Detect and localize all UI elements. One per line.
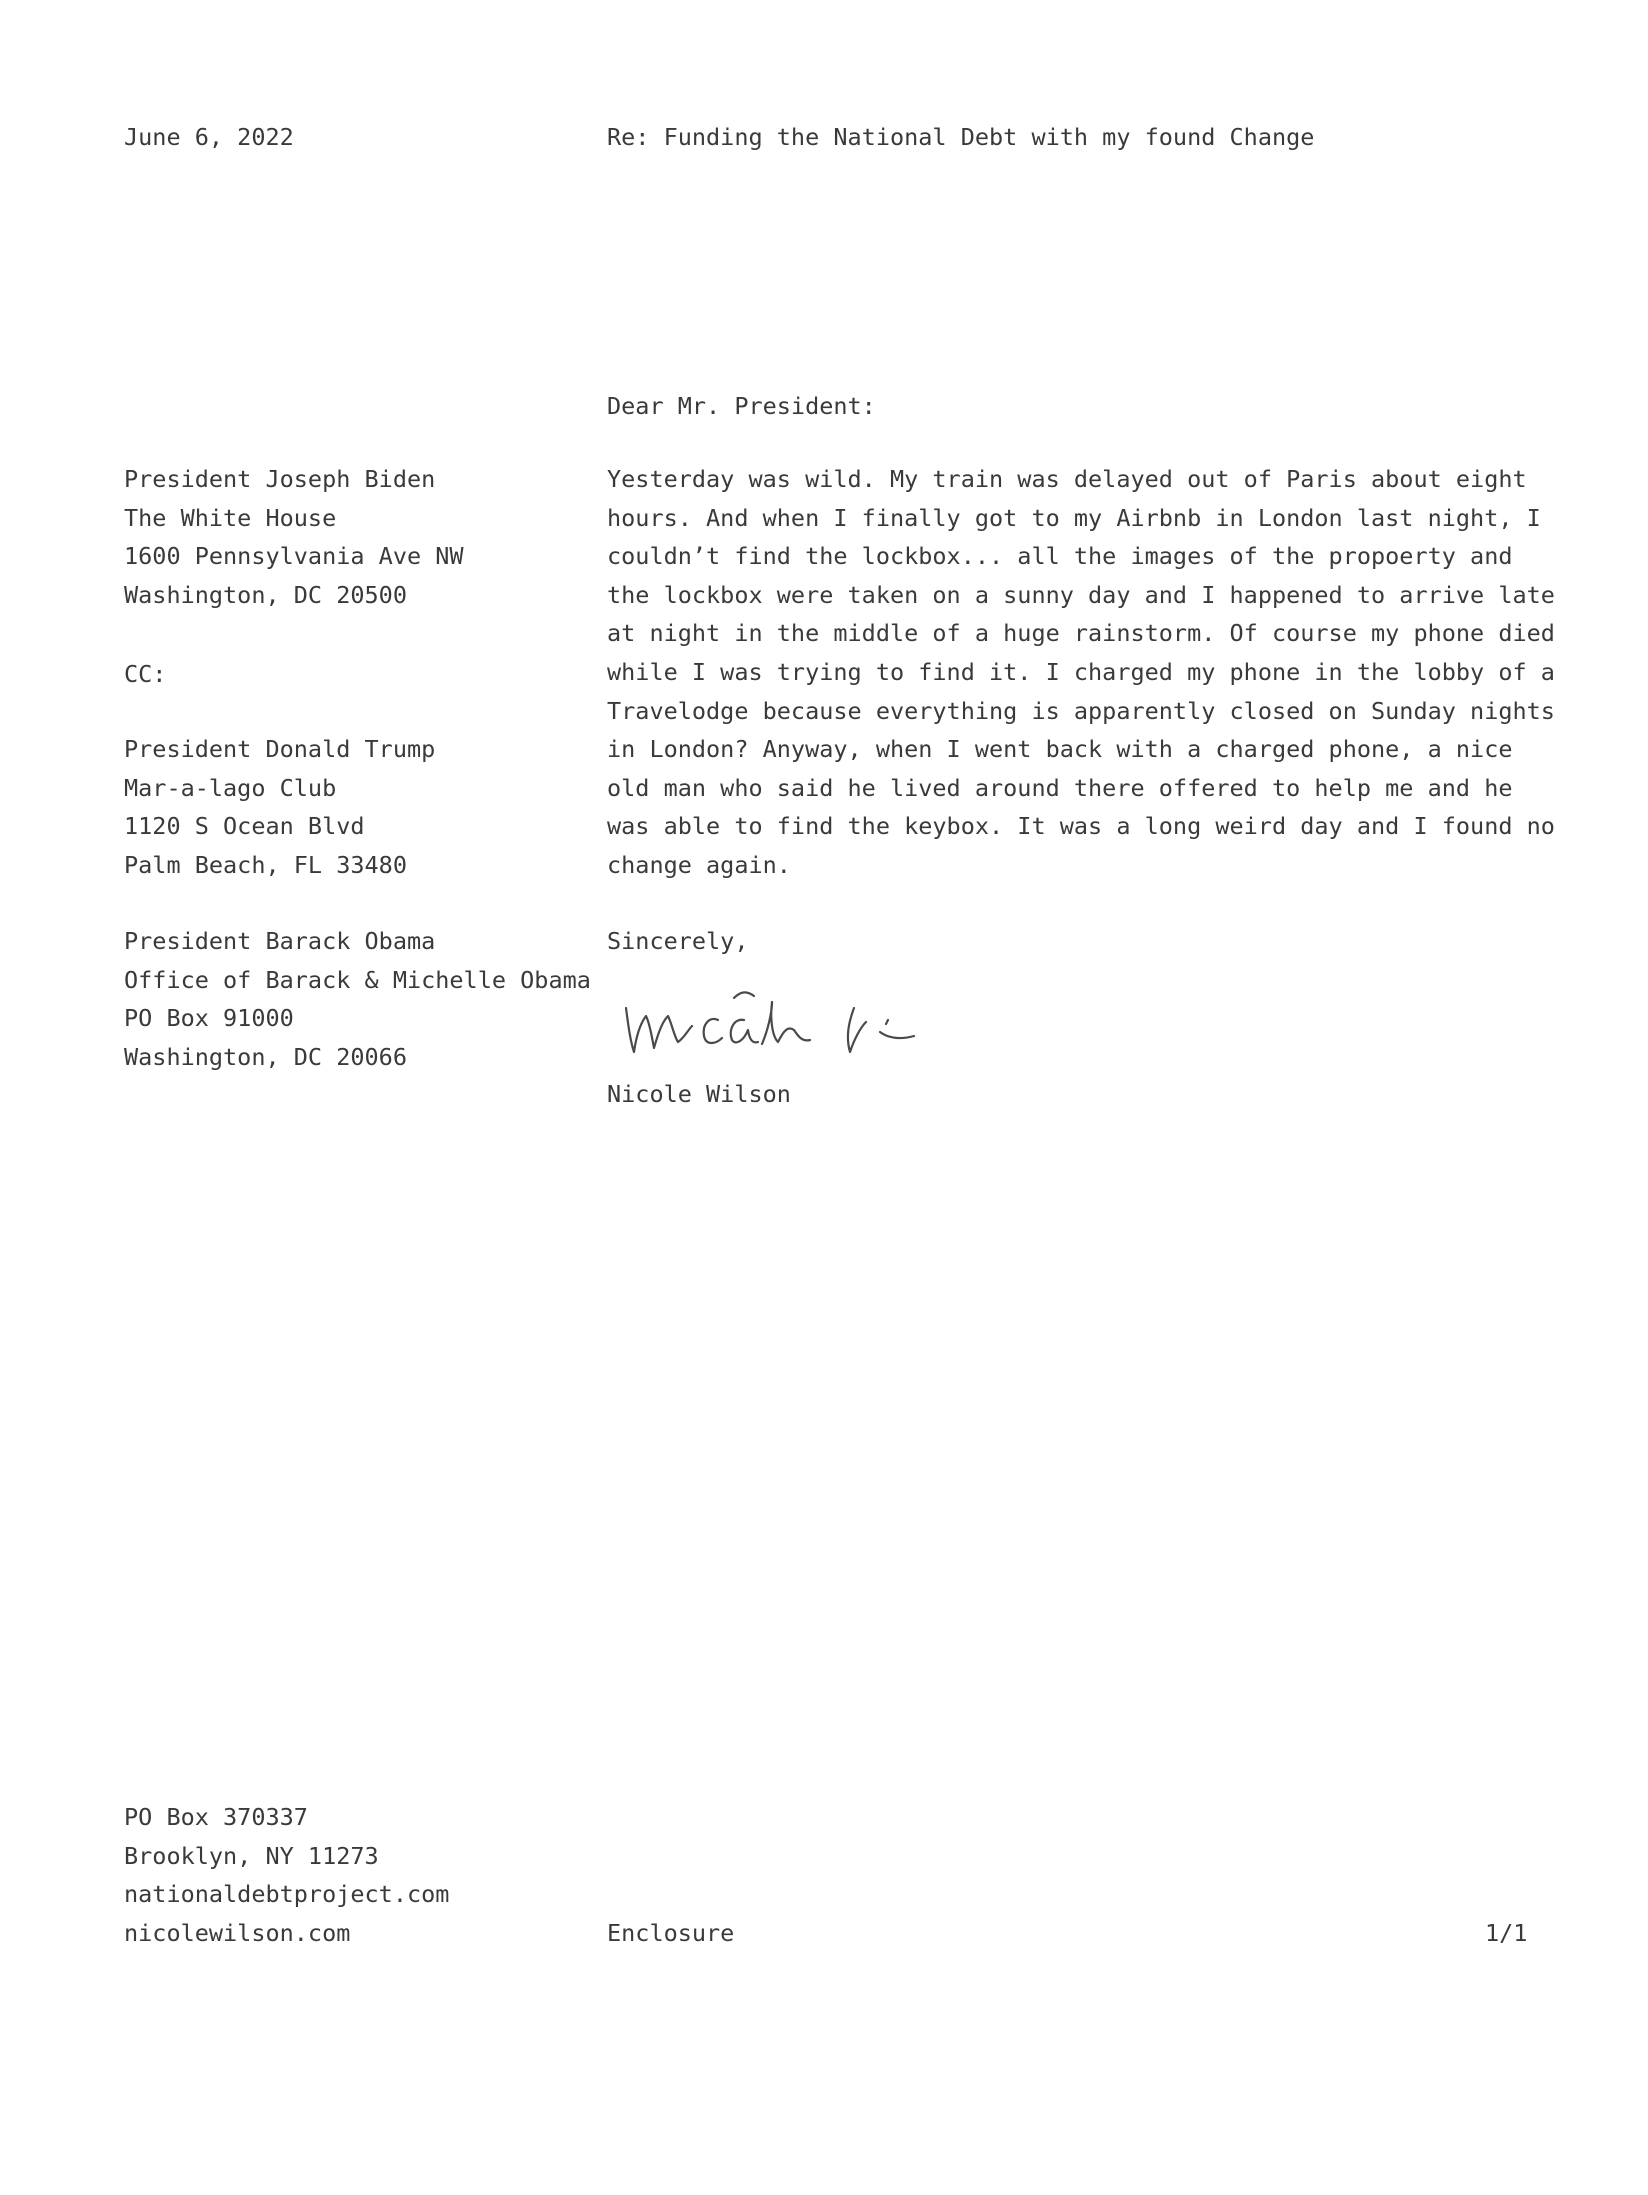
signer-name: Nicole Wilson — [607, 1080, 791, 1108]
recipient-name: President Joseph Biden — [124, 465, 436, 493]
body-line: change again. — [607, 850, 791, 879]
body-line: the lockbox were taken on a sunny day and I happened to arrive late — [607, 580, 1555, 609]
body-line: Travelodge because everything is apparently closed on Sunday nights — [607, 696, 1555, 725]
cc-address — [124, 922, 591, 1076]
cc-name: President Donald Trump — [124, 735, 436, 763]
recipient-address — [124, 460, 464, 614]
body-line: while I was trying to find it. I charged my phone in the lobby of a — [607, 657, 1555, 686]
sender-website: nicolewilson.com — [124, 1918, 351, 1947]
sender-address-line: Brooklyn, NY 11273 — [124, 1841, 379, 1870]
cc-address-line: Office of Barack & Michelle Obama — [124, 965, 591, 994]
sender-website: nationaldebtproject.com — [124, 1880, 450, 1909]
signature-image — [622, 968, 952, 1060]
recipient-address-line: Washington, DC 20500 — [124, 580, 407, 609]
letter-date: June 6, 2022 — [124, 123, 294, 151]
letter-body — [607, 460, 1555, 885]
cc-name: President Barack Obama — [124, 927, 436, 955]
body-line: Yesterday was wild. My train was delayed out of Paris about eight — [607, 465, 1527, 493]
body-line: hours. And when I finally got to my Airbnb in London last night, I — [607, 503, 1541, 532]
cc-address-line: Mar-a-lago Club — [124, 773, 337, 802]
closing: Sincerely, — [607, 927, 749, 955]
body-line: at night in the middle of a huge rainstorm. Of course my phone died — [607, 619, 1555, 648]
subject-line: Re: Funding the National Debt with my found Change — [607, 123, 1315, 151]
cc-address — [124, 730, 435, 884]
recipient-address-line: 1600 Pennsylvania Ave NW — [124, 542, 464, 571]
page-number: 1/1 — [1485, 1919, 1528, 1947]
cc-address-line: Washington, DC 20066 — [124, 1042, 407, 1071]
body-line: in London? Anyway, when I went back with a charged phone, a nice — [607, 735, 1513, 764]
sender-address-line: PO Box 370337 — [124, 1803, 308, 1831]
recipient-address-line: The White House — [124, 503, 337, 532]
body-line: was able to find the keybox. It was a long weird day and I found no — [607, 812, 1555, 841]
salutation: Dear Mr. President: — [607, 392, 876, 420]
cc-address-line: Palm Beach, FL 33480 — [124, 850, 407, 879]
body-line: couldn’t find the lockbox... all the images of the propoerty and — [607, 542, 1513, 571]
enclosure-note: Enclosure — [607, 1919, 735, 1947]
body-line: old man who said he lived around there offered to help me and he — [607, 773, 1513, 802]
cc-address-line: PO Box 91000 — [124, 1004, 294, 1033]
cc-label: CC: — [124, 660, 167, 688]
cc-address-line: 1120 S Ocean Blvd — [124, 812, 365, 841]
sender-address — [124, 1798, 449, 1952]
